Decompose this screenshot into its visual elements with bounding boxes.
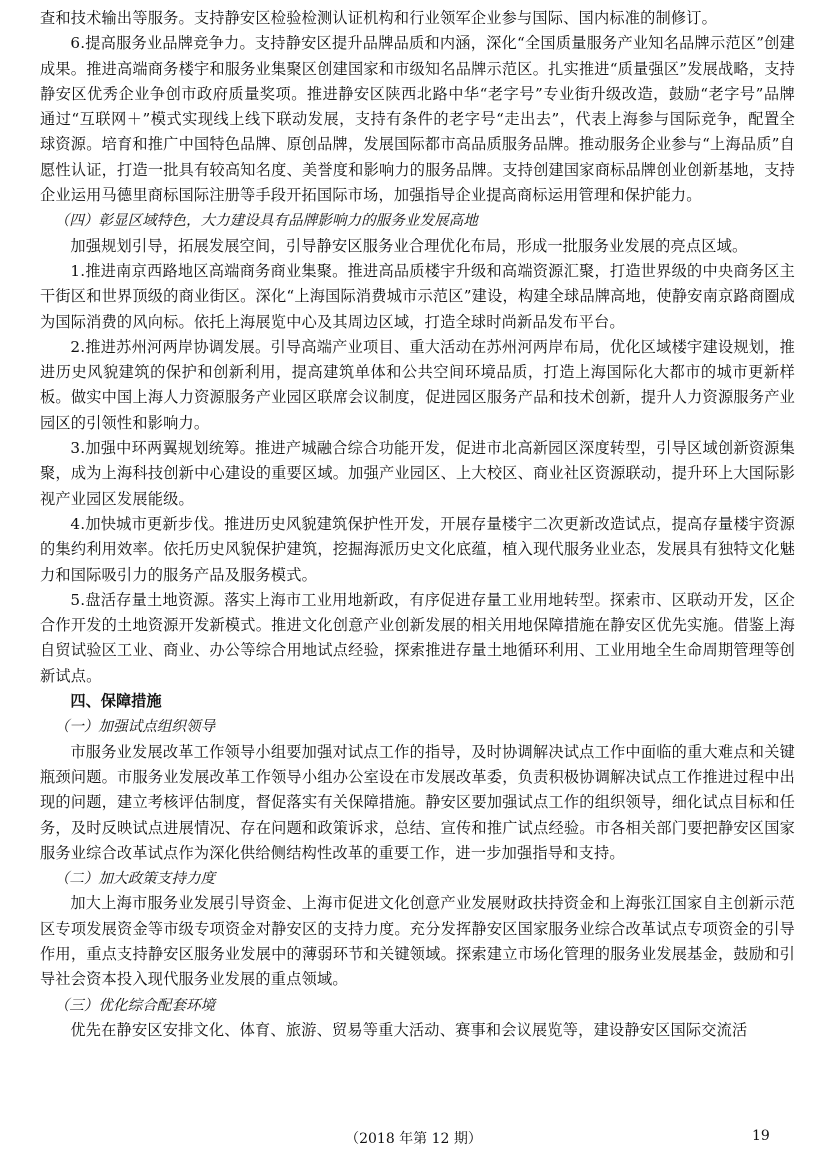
paragraph-environment: 优先在静安区安排文化、体育、旅游、贸易等重大活动、赛事和会议展览等，建设静安区国际交流活 xyxy=(70,1020,748,1039)
paragraph-planning-guidance: 加强规划引导，拓展发展空间，引导静安区服务业合理优化布局，形成一批服务业发展的亮点区域。 xyxy=(70,236,748,255)
document-body xyxy=(40,6,795,1043)
paragraph-nanjing-west-road: 1.推进南京西路地区高端商务商业集聚。推进高品质楼宇升级和高端资源汇聚，打造世界级的中央商务区主干街区和世界顶级的商业街区。深化“上海国际消费城市示范区”建设，构建全球品牌高地，使静安南京路商圈成为国际消费的风向标。依托上海展览中心及其周边区域，打造全球时尚新品发布平台。 xyxy=(40,261,795,331)
paragraph-urban-renewal: 4.加快城市更新步伐。推进历史风貌建筑保护性开发，开展存量楼宇二次更新改造试点，提高存量楼宇资源的集约利用效率。依托历史风貌保护建筑，挖掘海派历史文化底蕴，植入现代服务业业态，发展具有独特文化魅力和国际吸引力的服务产品及服务模式。 xyxy=(40,514,795,584)
paragraph-policy-support: 加大上海市服务业发展引导资金、上海市促进文化创意产业发展财政扶持资金和上海张江国家自主创新示范区专项发展资金等市级专项资金对静安区的支持力度。充分发挥静安区国家服务业综合改革试点专项资金的引导作用，重点支持静安区服务业发展中的薄弱环节和关键领域。探索建立市场化管理的服务业发展基金，鼓励和引导社会资本投入现代服务业发展的重点领域。 xyxy=(40,894,795,989)
paragraph-brand-competitiveness: 6.提高服务业品牌竞争力。支持静安区提升品牌品质和内涵，深化“全国质量服务产业知名品牌示范区”创建成果。推进高端商务楼宇和服务业集聚区创建国家和市级知名品牌示范区。扎实推进“质量强区”发展战略，支持静安区优秀企业争创市政府质量奖项。推进静安区陕西北路中华“老字号”专业街升级改造，鼓励“老字号”品牌通过“互联网＋”模式实现线上线下联动发展，支持有条件的老字号“走出去”，代表上海参与国际竞争，配置全球资源。培育和推广中国特色品牌、原创品牌，发展国际都市高品质服务品牌。推动服务企业参与“上海品质”自愿性认证，打造一批具有较高知名度、美誉度和影响力的服务品牌。支持创建国家商标品牌创业创新基地，支持企业运用马德里商标国际注册等手段开拓国际市场，加强指导企业提高商标运用管理和保护能力。 xyxy=(40,34,795,205)
subheading-regional-features: （四）彰显区域特色，大力建设具有品牌影响力的服务业发展高地 xyxy=(54,212,478,230)
subheading-organization: （一）加强试点组织领导 xyxy=(54,718,216,736)
page-number: 19 xyxy=(752,1128,770,1144)
issue-label: （2018 年第 12 期） xyxy=(345,1131,482,1147)
paragraph-organization: 市服务业发展改革工作领导小组要加强对试点工作的指导，及时协调解决试点工作中面临的重大难点和关键瓶颈问题。市服务业发展改革工作领导小组办公室设在市发展改革委，负责积极协调解决试点工作推进过程中出现的问题，建立考核评估制度，督促落实有关保障措施。静安区要加强试点工作的组织领导，细化试点目标和任务，及时反映试点进展情况、存在问题和政策诉求，总结、宣传和推广试点经验。市各相关部门要把静安区国家服务业综合改革试点作为深化供给侧结构性改革的重要工作，进一步加强指导和支持。 xyxy=(40,742,795,862)
paragraph-continued: 查和技术输出等服务。支持静安区检验检测认证机构和行业领军企业参与国际、国内标准的制修订。 xyxy=(40,9,718,27)
subheading-environment: （三）优化综合配套环境 xyxy=(54,996,216,1014)
subheading-policy-support: （二）加大政策支持力度 xyxy=(54,870,216,888)
page-footer xyxy=(0,1128,827,1152)
paragraph-land-resources: 5.盘活存量土地资源。落实上海市工业用地新政，有序促进存量工业用地转型。探索市、区联动开发，区企合作开发的土地资源开发新模式。推进文化创意产业创新发展的相关用地保障措施在静安区优先实施。借鉴上海自贸试验区工业、商业、办公等综合用地试点经验，探索推进存量土地循环利用、工业用地全生命周期管理等创新试点。 xyxy=(40,590,795,685)
paragraph-suzhou-creek: 2.推进苏州河两岸协调发展。引导高端产业项目、重大活动在苏州河两岸布局，优化区域楼宇建设规划，推进历史风貌建筑的保护和创新利用，提高建筑单体和公共空间环境品质，打造上海国际化大都市的城市更新样板。做实中国上海人力资源服务产业园区联席会议制度，促进园区服务产品和技术创新，提升人力资源服务产业园区的引领性和影响力。 xyxy=(40,337,795,432)
section-heading-safeguards: 四、保障措施 xyxy=(70,692,162,711)
paragraph-middle-ring: 3.加强中环两翼规划统筹。推进产城融合综合功能开发，促进市北高新园区深度转型，引导区域创新资源集聚，成为上海科技创新中心建设的重要区域。加强产业园区、上大校区、商业社区资源联动，提升环上大国际影视产业园区发展能级。 xyxy=(40,439,795,508)
